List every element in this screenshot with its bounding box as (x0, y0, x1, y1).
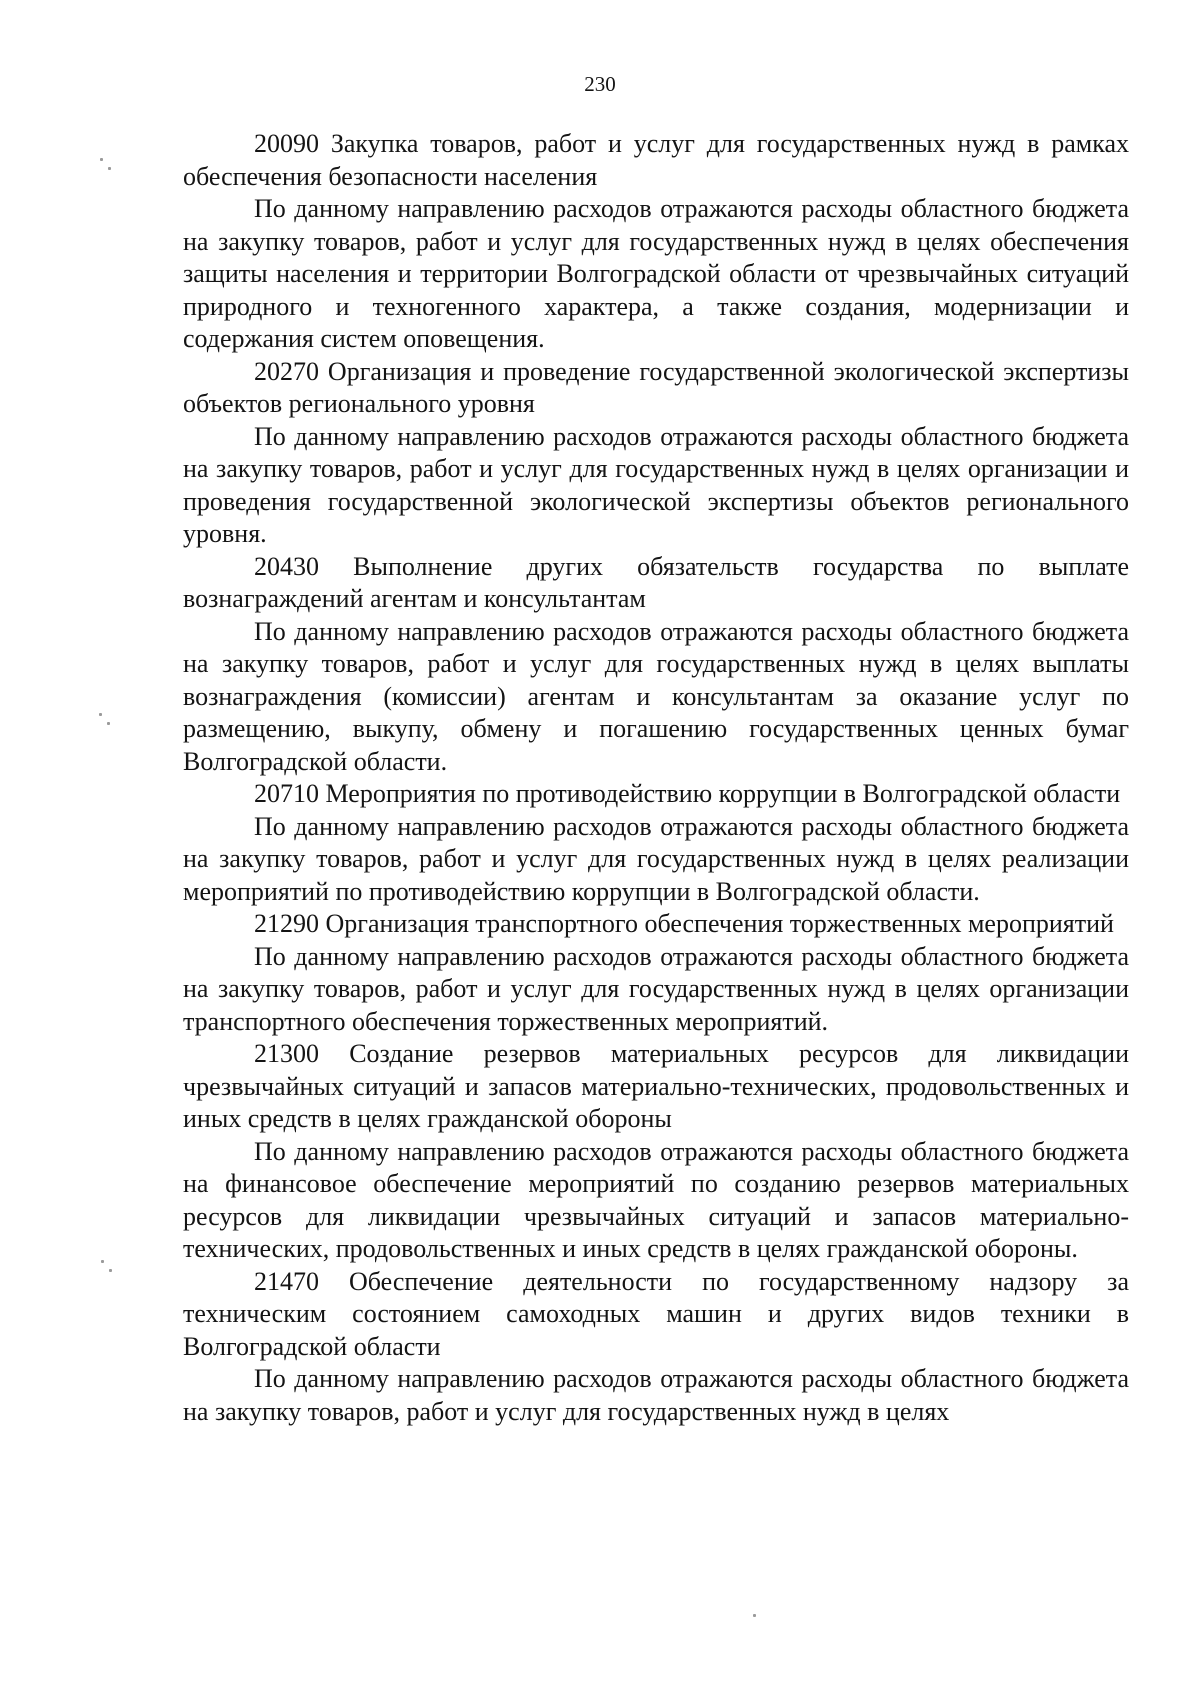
section-description-20710: По данному направлению расходов отражаются расходы областного бюджета на закупку товаров, работ и услуг для государственных нужд в целях реализации мероприятий по противодействию коррупции в Волгоградской области. (183, 811, 1129, 906)
section-heading-20710: 20710 Мероприятия по противодействию коррупции в Волгоградской области (254, 779, 1121, 808)
scan-speck (109, 1269, 112, 1272)
scan-speck (753, 1614, 756, 1617)
section-description-20090: По данному направлению расходов отражаются расходы областного бюджета на закупку товаров, работ и услуг для государственных нужд в целях обеспечения защиты населения и территории Волгоградской области от чрезвычайных ситуаций природного и техногенного характера, а также создания, модернизации и содержания систем оповещения. (183, 194, 1129, 353)
section-description-21290: По данному направлению расходов отражаются расходы областного бюджета на закупку товаров, работ и услуг для государственных нужд в целях организации транспортного обеспечения торжественных мероприятий. (183, 941, 1129, 1036)
document-body (183, 128, 1129, 1428)
section-heading-21290: 21290 Организация транспортного обеспечения торжественных мероприятий (254, 909, 1114, 938)
page-number: 230 (584, 72, 616, 96)
section-description-20430: По данному направлению расходов отражаются расходы областного бюджета на закупку товаров, работ и услуг для государственных нужд в целях выплаты вознаграждения (комиссии) агентам и консультантам за оказание услуг по размещению, выкупу, обмену и погашению государственных ценных бумаг Волгоградской области. (183, 616, 1129, 776)
section-heading-20090: 20090 Закупка товаров, работ и услуг для государственных нужд в рамках обеспечения безопасности населения (183, 129, 1129, 191)
section-heading-21300: 21300 Создание резервов материальных ресурсов для ликвидации чрезвычайных ситуаций и запасов материально-технических, продовольственных и иных средств в целях гражданской обороны (183, 1039, 1129, 1133)
section-heading-20270: 20270 Организация и проведение государственной экологической экспертизы объектов регионального уровня (183, 356, 1129, 418)
section-description-21300: По данному направлению расходов отражаются расходы областного бюджета на финансовое обеспечение мероприятий по созданию резервов материальных ресурсов для ликвидации чрезвычайных ситуаций и запасов материально-технических, продовольственных и иных средств в целях гражданской обороны. (183, 1136, 1129, 1263)
scan-speck (99, 713, 102, 716)
scan-speck (101, 1260, 104, 1263)
scan-speck (108, 167, 111, 170)
scan-speck (107, 722, 110, 725)
section-description-21470: По данному направлению расходов отражаются расходы областного бюджета на закупку товаров, работ и услуг для государственных нужд в целях (183, 1364, 1129, 1426)
section-heading-21470: 21470 Обеспечение деятельности по государственному надзору за техническим состоянием самоходных машин и других видов техники в Волгоградской области (183, 1266, 1129, 1361)
section-heading-20430: 20430 Выполнение других обязательств государства по выплате вознаграждений агентам и консультантам (183, 551, 1129, 613)
scan-speck (100, 158, 103, 161)
section-description-20270: По данному направлению расходов отражаются расходы областного бюджета на закупку товаров, работ и услуг для государственных нужд в целях организации и проведения государственной экологической экспертизы объектов регионального уровня. (183, 421, 1129, 548)
